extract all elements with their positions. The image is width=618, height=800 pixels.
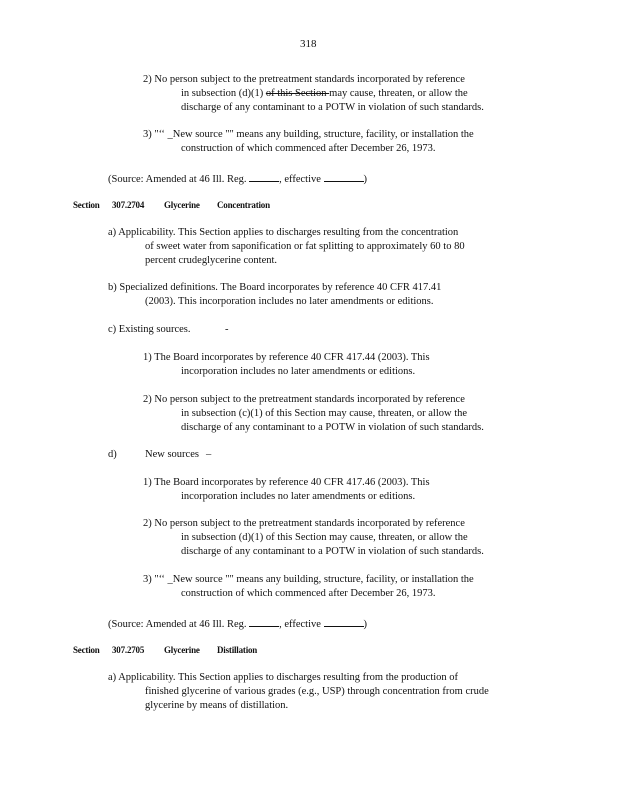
source-note-text: (Source: Amended at 46 Ill. Reg. <box>108 619 247 630</box>
subsection-b-line-2: (2003). This incorporation includes no later amendments or editions. <box>145 296 434 307</box>
d2-line-1: 2) No person subject to the pretreatment standards incorporated by reference <box>143 518 465 529</box>
subsection-d-dash: – <box>206 449 212 460</box>
subsection-b-line-1: b) Specialized definitions. The Board incorporates by reference 40 CFR 417.41 <box>108 282 442 293</box>
section-label: Section <box>73 200 100 210</box>
subsection-a-line-3: percent crudeglycerine content. <box>145 255 278 266</box>
subsection-a-line-2: finished glycerine of various grades (e.g., USP) through concentration from crude <box>145 686 489 697</box>
c1-line-1: 1) The Board incorporates by reference 40 CFR 417.44 (2003). This <box>143 352 430 363</box>
source-note-2 <box>108 615 367 632</box>
source-note-text: (Source: Amended at 46 Ill. Reg. <box>108 174 247 185</box>
subsection-a-line-1: a) Applicability. This Section applies to discharges resulting from the production of <box>108 672 459 683</box>
struck-text: of this Section <box>265 88 330 99</box>
page-number: 318 <box>300 38 317 50</box>
d3-line-1: 3) "‘‘ _New source "" means any building, structure, facility, or installation the <box>143 574 474 585</box>
section-label: Section <box>73 645 100 655</box>
item-2-line-2-text: in subsection (d)(1) <box>181 88 266 99</box>
effective-blank <box>324 615 364 627</box>
c2-line-1: 2) No person subject to the pretreatment standards incorporated by reference <box>143 394 465 405</box>
reg-blank <box>249 170 279 182</box>
item-2-line-3: discharge of any contaminant to a POTW in violation of such standards. <box>181 102 484 113</box>
c2-line-3: discharge of any contaminant to a POTW in violation of such standards. <box>181 422 484 433</box>
reg-blank <box>249 615 279 627</box>
subsection-d-label: d) <box>108 449 117 460</box>
effective-blank <box>324 170 364 182</box>
section-number: 307.2705 <box>112 645 145 655</box>
d3-line-2: construction of which commenced after December 26, 1973. <box>181 588 436 599</box>
section-title-word-2: Distillation <box>217 645 258 655</box>
d2-line-3: discharge of any contaminant to a POTW in violation of such standards. <box>181 546 484 557</box>
item-2-line-2 <box>181 87 468 101</box>
item-2-line-2-rest: may cause, threaten, or allow the <box>329 88 468 99</box>
item-3-line-2: construction of which commenced after December 26, 1973. <box>181 143 436 154</box>
d1-line-1: 1) The Board incorporates by reference 40 CFR 417.46 (2003). This <box>143 477 430 488</box>
section-title-word-2: Concentration <box>217 200 270 210</box>
d2-line-2: in subsection (d)(1) of this Section may cause, threaten, or allow the <box>181 532 468 543</box>
subsection-d-heading: New sources <box>145 449 199 460</box>
subsection-a-line-2: of sweet water from saponification or fat splitting to approximately 60 to 80 <box>145 241 465 252</box>
source-note-close: ) <box>363 174 368 185</box>
subsection-a-line-3: glycerine by means of distillation. <box>145 700 289 711</box>
c1-line-2: incorporation includes no later amendments or editions. <box>181 366 416 377</box>
subsection-c-dash: - <box>225 324 229 335</box>
subsection-a-line-1: a) Applicability. This Section applies to discharges resulting from the concentration <box>108 227 459 238</box>
section-number: 307.2704 <box>112 200 145 210</box>
source-note-1 <box>108 170 367 187</box>
c2-line-2: in subsection (c)(1) of this Section may cause, threaten, or allow the <box>181 408 468 419</box>
source-note-effective: , effective <box>279 619 321 630</box>
item-3-line-1: 3) "‘‘ _New source "" means any building, structure, facility, or installation the <box>143 129 474 140</box>
subsection-c-heading: c) Existing sources. <box>108 324 191 335</box>
d1-line-2: incorporation includes no later amendments or editions. <box>181 491 416 502</box>
section-title-word-1: Glycerine <box>164 200 200 210</box>
item-2-line-1: 2) No person subject to the pretreatment standards incorporated by reference <box>143 74 465 85</box>
source-note-close: ) <box>363 619 368 630</box>
section-title-word-1: Glycerine <box>164 645 200 655</box>
source-note-effective: , effective <box>279 174 321 185</box>
